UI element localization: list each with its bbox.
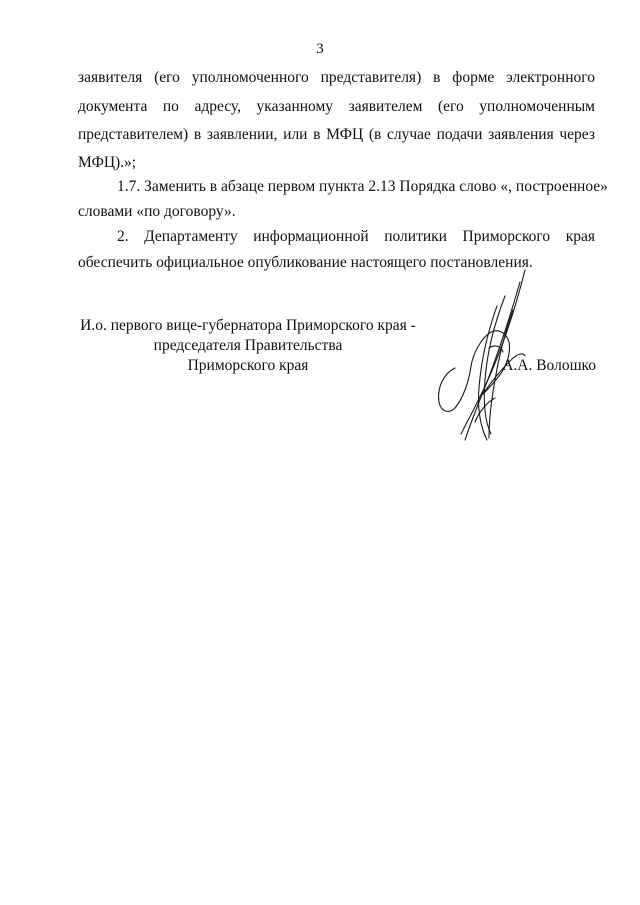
- paragraph-line: документа по адресу, указанному заявителем (его уполномоченным: [78, 98, 595, 115]
- paragraph-line: МФЦ).»;: [78, 154, 137, 171]
- paragraph-line: словами «по договору».: [78, 203, 236, 220]
- signatory-name: А.А. Волошко: [502, 357, 596, 374]
- paragraph-line: заявителя (его уполномоченного представителя) в форме электронного: [78, 69, 595, 86]
- signatory-title-line: председателя Правительства: [153, 337, 343, 354]
- paragraph-line: представителем) в заявлении, или в МФЦ (в случае подачи заявления через: [78, 126, 595, 143]
- page-number: 3: [316, 41, 324, 57]
- signatory-title-line: Приморского края: [187, 357, 309, 374]
- paragraph-line: 2. Департаменту информационной политики Приморского края: [117, 228, 595, 245]
- signatory-title: [78, 316, 418, 376]
- paragraph-line: 1.7. Заменить в абзаце первом пункта 2.13 Порядка слово «, построенное»: [117, 178, 608, 195]
- paragraph-line: обеспечить официальное опубликование настоящего постановления.: [78, 254, 533, 271]
- signatory-title-line: И.о. первого вице-губернатора Приморского края -: [80, 317, 416, 334]
